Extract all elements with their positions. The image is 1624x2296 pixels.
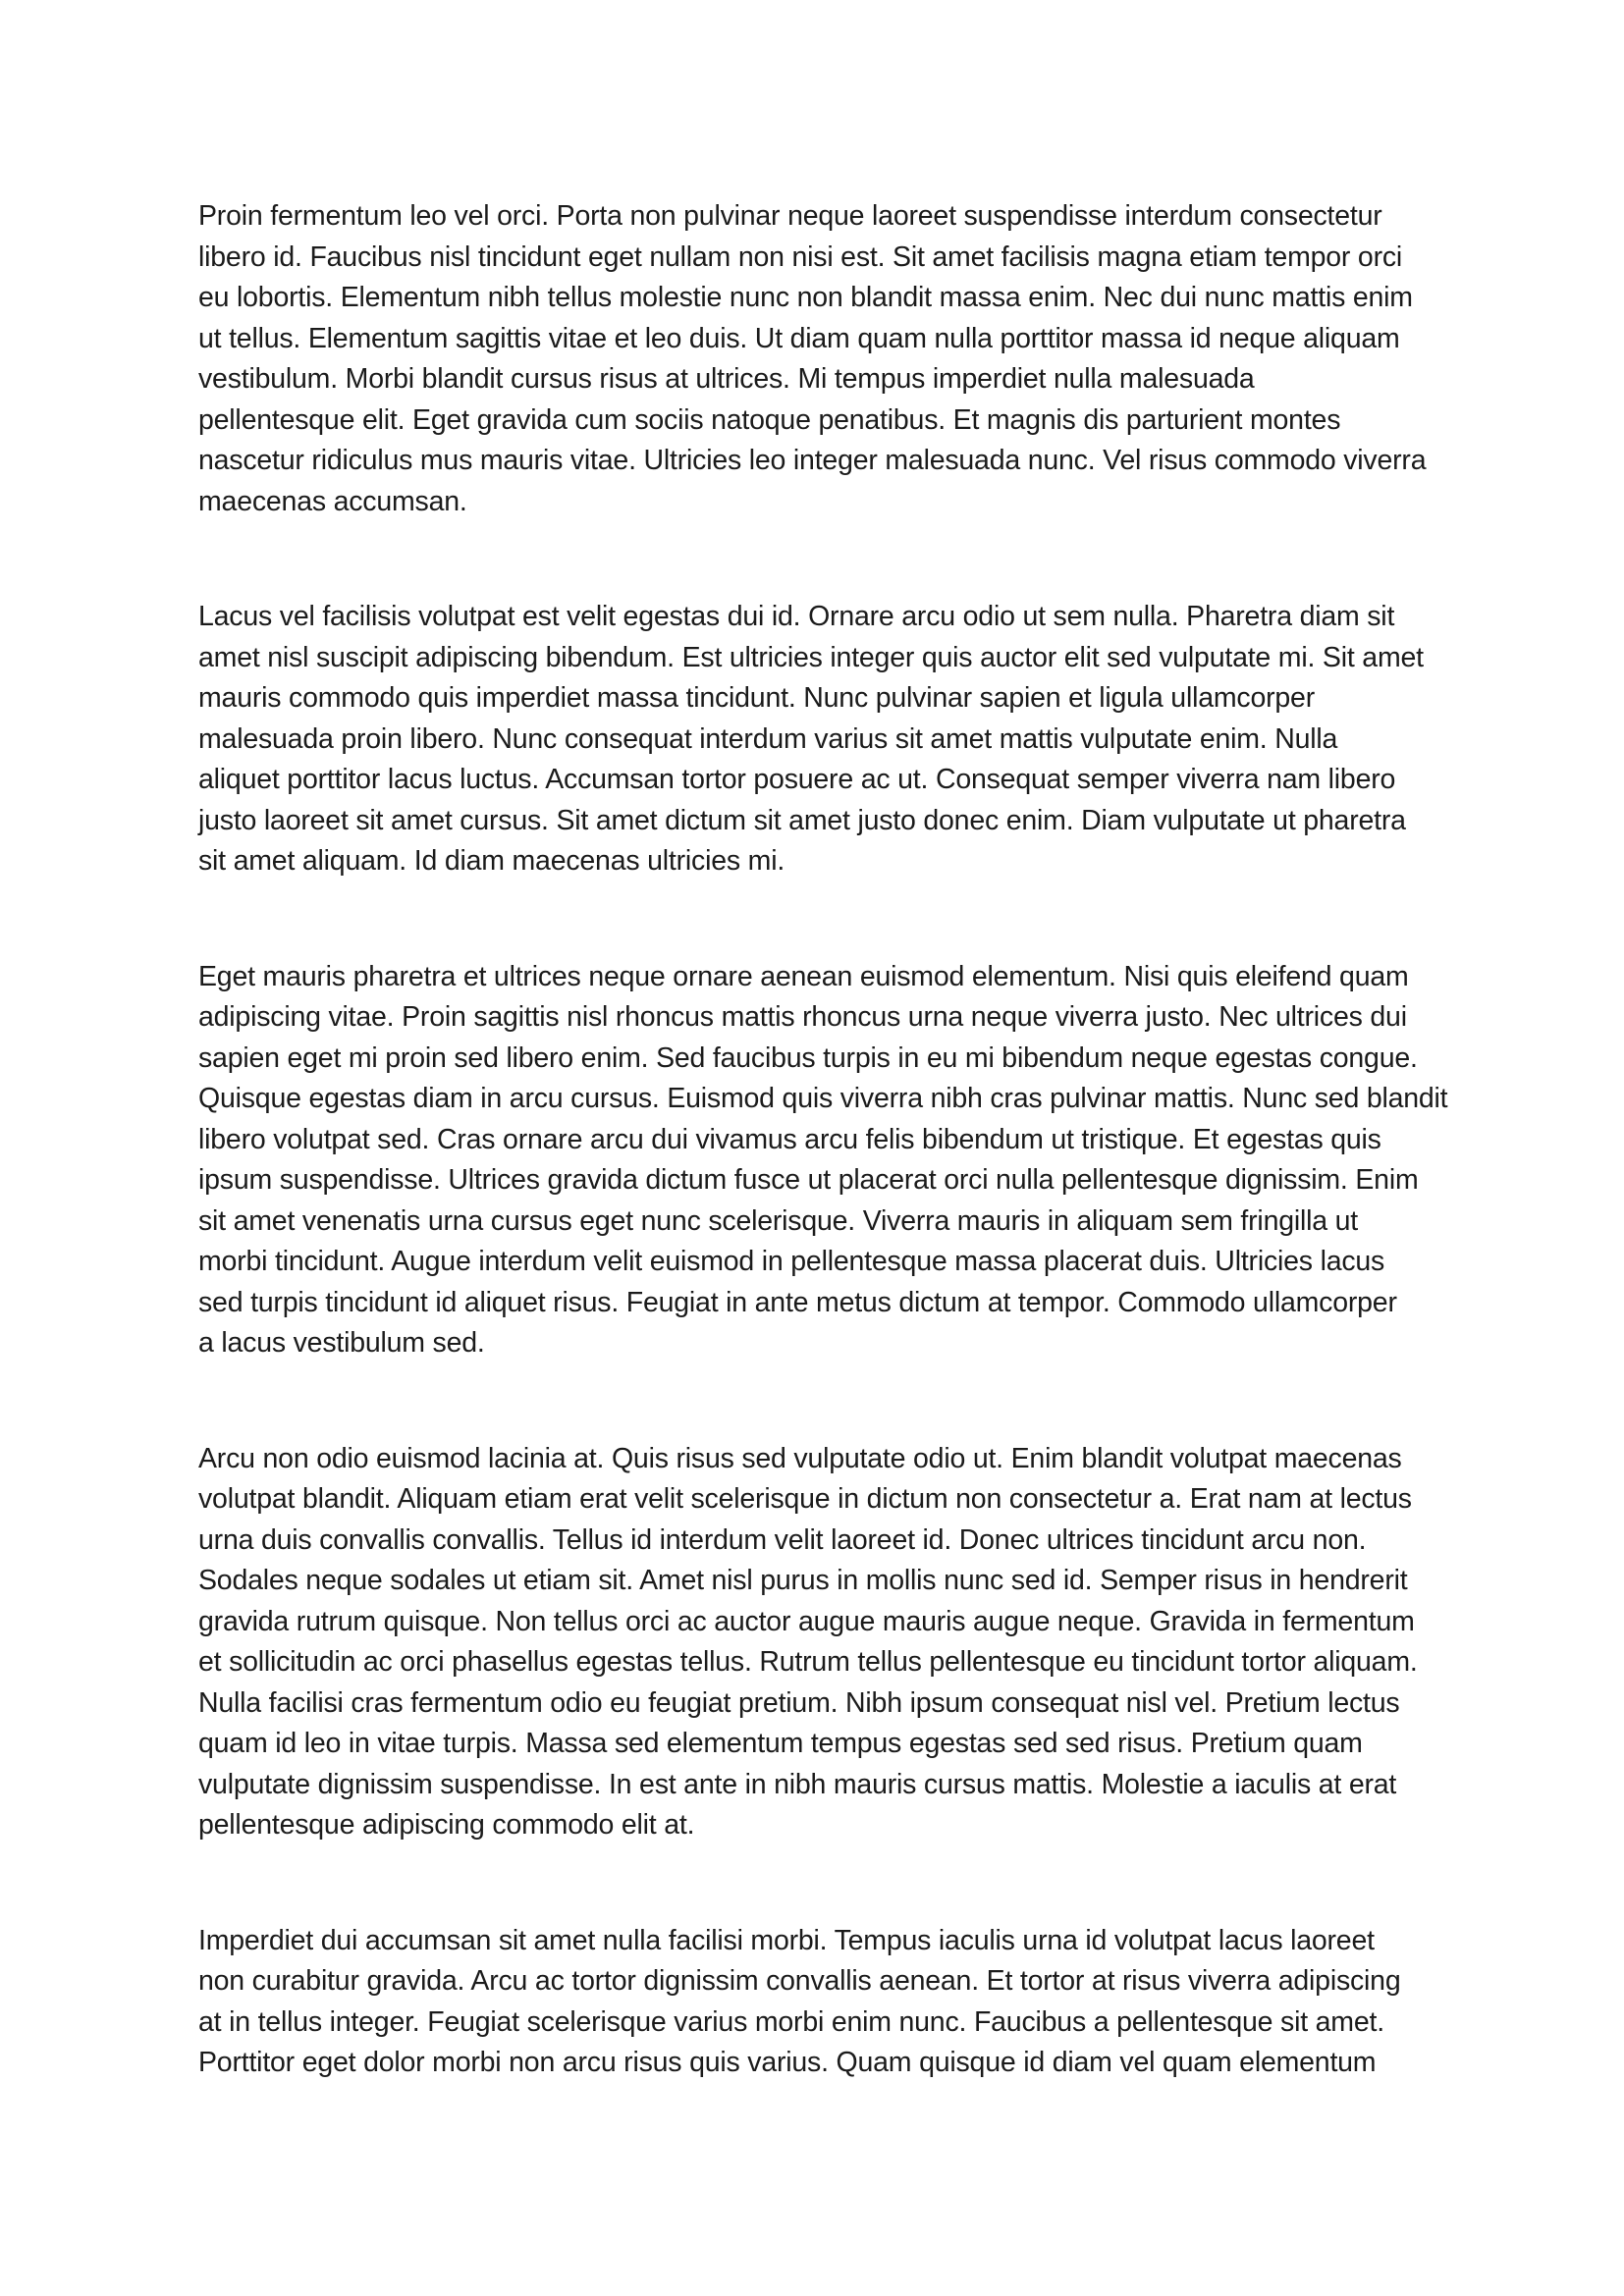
text-line: urna duis convallis convallis. Tellus id interdum velit laoreet id. Donec ultrices tincidunt arcu non.: [198, 1523, 1367, 1556]
text-line: vestibulum. Morbi blandit cursus risus at ultrices. Mi tempus imperdiet nulla malesuada: [198, 363, 1255, 395]
text-line: Imperdiet dui accumsan sit amet nulla facilisi morbi. Tempus iaculis urna id volutpat lacus laoreet: [198, 1924, 1375, 1956]
text-line: eu lobortis. Elementum nibh tellus molestie nunc non blandit massa enim. Nec dui nunc mattis enim: [198, 282, 1413, 313]
text-line: Porttitor eget dolor morbi non arcu risus quis varius. Quam quisque id diam vel quam elementum: [198, 2047, 1377, 2078]
paragraph-1: [198, 196, 1457, 522]
text-line: mauris commodo quis imperdiet massa tincidunt. Nunc pulvinar sapien et ligula ullamcorper: [198, 682, 1315, 714]
text-line: sapien eget mi proin sed libero enim. Sed faucibus turpis in eu mi bibendum neque egestas congue.: [198, 1041, 1418, 1074]
paragraph-5: [198, 1921, 1457, 2084]
text-line: et sollicitudin ac orci phasellus egestas tellus. Rutrum tellus pellentesque eu tincidunt tortor aliquam.: [198, 1646, 1418, 1678]
text-line: at in tellus integer. Feugiat scelerisque varius morbi enim nunc. Faucibus a pellentesque sit amet.: [198, 2005, 1384, 2038]
paragraph-4: [198, 1439, 1457, 1846]
text-line: volutpat blandit. Aliquam etiam erat velit scelerisque in dictum non consectetur a. Erat nam at lectus: [198, 1483, 1412, 1515]
text-line: pellentesque elit. Eget gravida cum sociis natoque penatibus. Et magnis dis parturient montes: [198, 403, 1341, 436]
document-body: [198, 196, 1457, 2084]
text-line: vulputate dignissim suspendisse. In est ante in nibh mauris cursus mattis. Molestie a iaculis at erat: [198, 1768, 1397, 1800]
text-line: nascetur ridiculus mus mauris vitae. Ultricies leo integer malesuada nunc. Vel risus commodo viverra: [198, 445, 1427, 476]
text-line: Lacus vel facilisis volutpat est velit egestas dui id. Ornare arcu odio ut sem nulla. Pharetra diam sit: [198, 601, 1395, 632]
text-line: justo laoreet sit amet cursus. Sit amet dictum sit amet justo donec enim. Diam vulputate ut pharetra: [198, 804, 1406, 836]
paragraph-3: [198, 957, 1457, 1364]
text-line: aliquet porttitor lacus luctus. Accumsan tortor posuere ac ut. Consequat semper viverra nam libero: [198, 764, 1396, 795]
text-line: ut tellus. Elementum sagittis vitae et leo duis. Ut diam quam nulla porttitor massa id neque aliquam: [198, 322, 1400, 354]
text-line: sit amet aliquam. Id diam maecenas ultricies mi.: [198, 845, 785, 877]
text-line: Sodales neque sodales ut etiam sit. Amet nisl purus in mollis nunc sed id. Semper risus in hendrerit: [198, 1565, 1408, 1596]
text-line: Quisque egestas diam in arcu cursus. Euismod quis viverra nibh cras pulvinar mattis. Nunc sed blandit: [198, 1083, 1448, 1114]
text-line: gravida rutrum quisque. Non tellus orci ac auctor augue mauris augue neque. Gravida in fermentum: [198, 1605, 1415, 1637]
text-line: Arcu non odio euismod lacinia at. Quis risus sed vulputate odio ut. Enim blandit volutpat maecenas: [198, 1442, 1402, 1474]
text-line: Nulla facilisi cras fermentum odio eu feugiat pretium. Nibh ipsum consequat nisl vel. Pretium lectus: [198, 1686, 1400, 1719]
text-line: non curabitur gravida. Arcu ac tortor dignissim convallis aenean. Et tortor at risus viverra adipiscing: [198, 1965, 1401, 1997]
paragraph-2: [198, 597, 1457, 882]
text-line: Proin fermentum leo vel orci. Porta non pulvinar neque laoreet suspendisse interdum consectetur: [198, 200, 1382, 232]
text-line: Eget mauris pharetra et ultrices neque ornare aenean euismod elementum. Nisi quis eleifend quam: [198, 960, 1409, 992]
text-line: ipsum suspendisse. Ultrices gravida dictum fusce ut placerat orci nulla pellentesque dignissim. Enim: [198, 1164, 1419, 1196]
text-line: sed turpis tincidunt id aliquet risus. Feugiat in ante metus dictum at tempor. Commodo ullamcorper: [198, 1286, 1397, 1318]
text-line: a lacus vestibulum sed.: [198, 1327, 485, 1359]
text-line: libero volutpat sed. Cras ornare arcu dui vivamus arcu felis bibendum ut tristique. Et egestas quis: [198, 1123, 1381, 1155]
text-line: pellentesque adipiscing commodo elit at.: [198, 1809, 695, 1841]
text-line: maecenas accumsan.: [198, 485, 467, 517]
text-line: libero id. Faucibus nisl tincidunt eget nullam non nisi est. Sit amet facilisis magna etiam tempor orci: [198, 240, 1403, 273]
text-line: quam id leo in vitae turpis. Massa sed elementum tempus egestas sed sed risus. Pretium quam: [198, 1728, 1363, 1759]
text-line: malesuada proin libero. Nunc consequat interdum varius sit amet mattis vulputate enim. Nulla: [198, 722, 1338, 755]
text-line: morbi tincidunt. Augue interdum velit euismod in pellentesque massa placerat duis. Ultricies lacus: [198, 1246, 1385, 1277]
text-line: adipiscing vitae. Proin sagittis nisl rhoncus mattis rhoncus urna neque viverra justo. Nec ultrices dui: [198, 1001, 1407, 1033]
text-line: sit amet venenatis urna cursus eget nunc scelerisque. Viverra mauris in aliquam sem fringilla ut: [198, 1204, 1359, 1237]
text-line: amet nisl suscipit adipiscing bibendum. Est ultricies integer quis auctor elit sed vulputate mi. Sit amet: [198, 641, 1424, 673]
